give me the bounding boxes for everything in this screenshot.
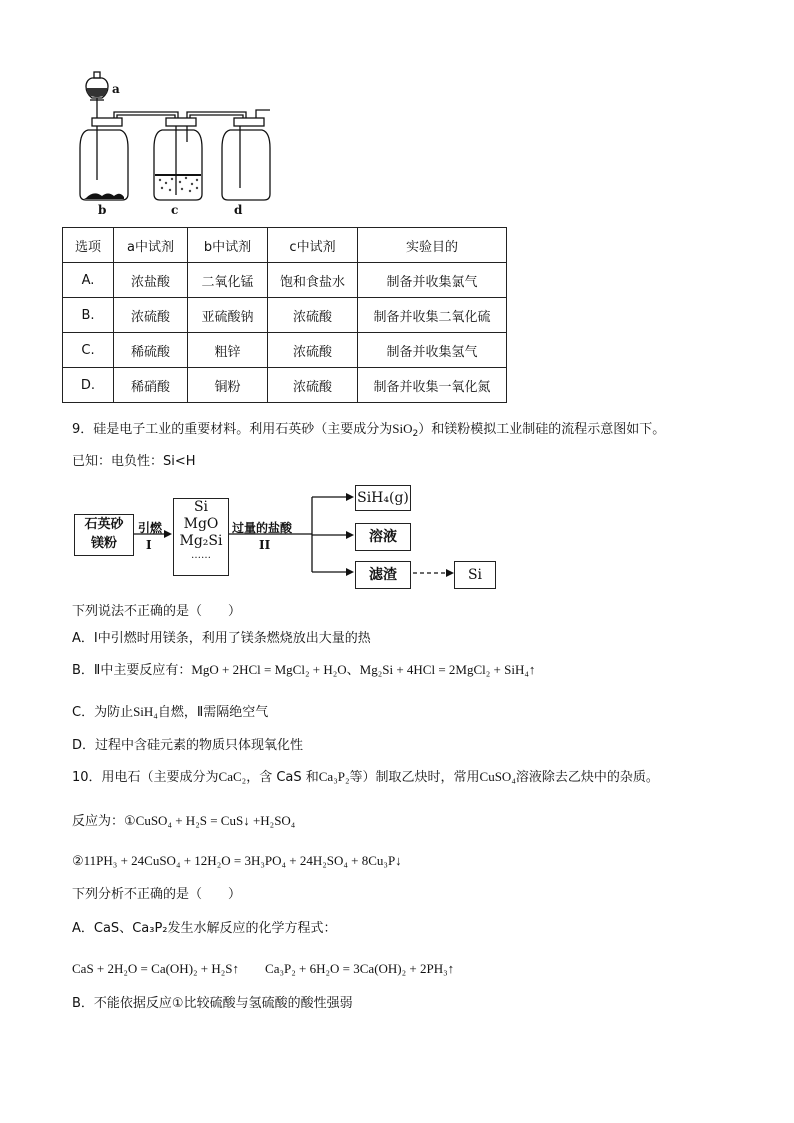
header-purpose: 实验目的 bbox=[358, 228, 507, 263]
table-cell: 饱和食盐水 bbox=[268, 263, 358, 298]
q9-option-a: A．Ⅰ中引燃时用镁条，利用了镁条燃烧放出大量的热 bbox=[72, 631, 371, 646]
residue-box: 滤渣 bbox=[355, 561, 411, 589]
table-cell: 粗锌 bbox=[188, 333, 268, 368]
table-row bbox=[63, 333, 507, 368]
table-cell: 亚硫酸钠 bbox=[188, 298, 268, 333]
step1-label: 引燃 bbox=[138, 521, 163, 535]
silicon-product-box: Si bbox=[454, 561, 496, 589]
q9-question: 下列说法不正确的是（ ） bbox=[72, 604, 242, 619]
q10-option-a-equations: CaS + 2H₂O = Ca(OH)₂ + H₂S↑ Ca₃P₂ + 6H₂O = 3Ca(OH)₂ + 2PH₃↑ bbox=[72, 961, 455, 976]
q10-reaction-2: ②11PH₃ + 24CuSO₄ + 12H₂O = 3H₃PO₄ + 24H₂SO₄ + 8Cu₃P↓ bbox=[72, 853, 402, 868]
step2-number: II bbox=[259, 538, 271, 552]
mixture-box: Si MgO Mg₂Si …… bbox=[173, 498, 229, 576]
q9-known: 已知：电负性：Si<H bbox=[72, 454, 196, 469]
header-c: c中试剂 bbox=[268, 228, 358, 263]
label-d: d bbox=[234, 203, 243, 217]
step1-number: I bbox=[146, 538, 152, 552]
table-cell: B. bbox=[63, 298, 114, 333]
q9-option-b: B．Ⅱ中主要反应有：MgO + 2HCl = MgCl₂ + H₂O、Mg₂Si + 4HCl = 2MgCl₂ + SiH₄↑ bbox=[72, 662, 536, 678]
q9-option-d: D．过程中含硅元素的物质只体现氧化性 bbox=[72, 738, 304, 753]
table-cell: 制备并收集二氧化硫 bbox=[358, 298, 507, 333]
table-cell: 浓硫酸 bbox=[268, 368, 358, 403]
raw-material-box: 石英砂 镁粉 bbox=[74, 514, 134, 556]
table-cell: 铜粉 bbox=[188, 368, 268, 403]
table-cell: 浓盐酸 bbox=[114, 263, 188, 298]
table-row bbox=[63, 298, 507, 333]
table-cell: 浓硫酸 bbox=[268, 333, 358, 368]
q10-option-b: B．不能依据反应①比较硫酸与氢硫酸的酸性强弱 bbox=[72, 996, 353, 1011]
solution-box: 溶液 bbox=[355, 523, 411, 551]
table-cell: D. bbox=[63, 368, 114, 403]
q9-stem: 9．硅是电子工业的重要材料。利用石英砂（主要成分为SiO$_2$）和镁粉模拟工业制硅的流程示意图如下。 bbox=[72, 421, 666, 439]
table-cell: 浓硫酸 bbox=[268, 298, 358, 333]
options-table bbox=[62, 227, 507, 403]
header-a: a中试剂 bbox=[114, 228, 188, 263]
table-header-row bbox=[63, 228, 507, 263]
table-cell: 二氧化锰 bbox=[188, 263, 268, 298]
table-row bbox=[63, 368, 507, 403]
q10-option-a: A．CaS、Ca₃P₂发生水解反应的化学方程式： bbox=[72, 921, 337, 936]
silane-gas-box: SiH₄(g) bbox=[355, 485, 411, 511]
table-cell: 制备并收集氯气 bbox=[358, 263, 507, 298]
q9-option-c: C．为防止SiH₄自燃，Ⅱ需隔绝空气 bbox=[72, 704, 269, 720]
q10-reaction-1: 反应为：①CuSO₄ + H₂S = CuS↓ +H₂SO₄ bbox=[72, 813, 296, 829]
table-cell: A. bbox=[63, 263, 114, 298]
table-row bbox=[63, 263, 507, 298]
q10-question: 下列分析不正确的是（ ） bbox=[72, 887, 242, 902]
step2-label: 过量的盐酸 bbox=[232, 521, 293, 535]
label-a: a bbox=[112, 82, 120, 96]
table-cell: 制备并收集氢气 bbox=[358, 333, 507, 368]
q10-stem: 10．用电石（主要成分为CaC₂，含 CaS 和Ca₃P₂等）制取乙炔时，常用CuSO₄溶液除去乙炔中的杂质。 bbox=[72, 769, 659, 785]
table-cell: 制备并收集一氧化氮 bbox=[358, 368, 507, 403]
gas-apparatus-diagram bbox=[70, 70, 280, 220]
label-b: b bbox=[98, 203, 107, 217]
header-b: b中试剂 bbox=[188, 228, 268, 263]
header-option: 选项 bbox=[63, 228, 114, 263]
table-cell: C. bbox=[63, 333, 114, 368]
table-cell: 稀硫酸 bbox=[114, 333, 188, 368]
label-c: c bbox=[171, 203, 179, 217]
table-cell: 稀硝酸 bbox=[114, 368, 188, 403]
flowchart-arrows bbox=[70, 485, 510, 595]
table-cell: 浓硫酸 bbox=[114, 298, 188, 333]
